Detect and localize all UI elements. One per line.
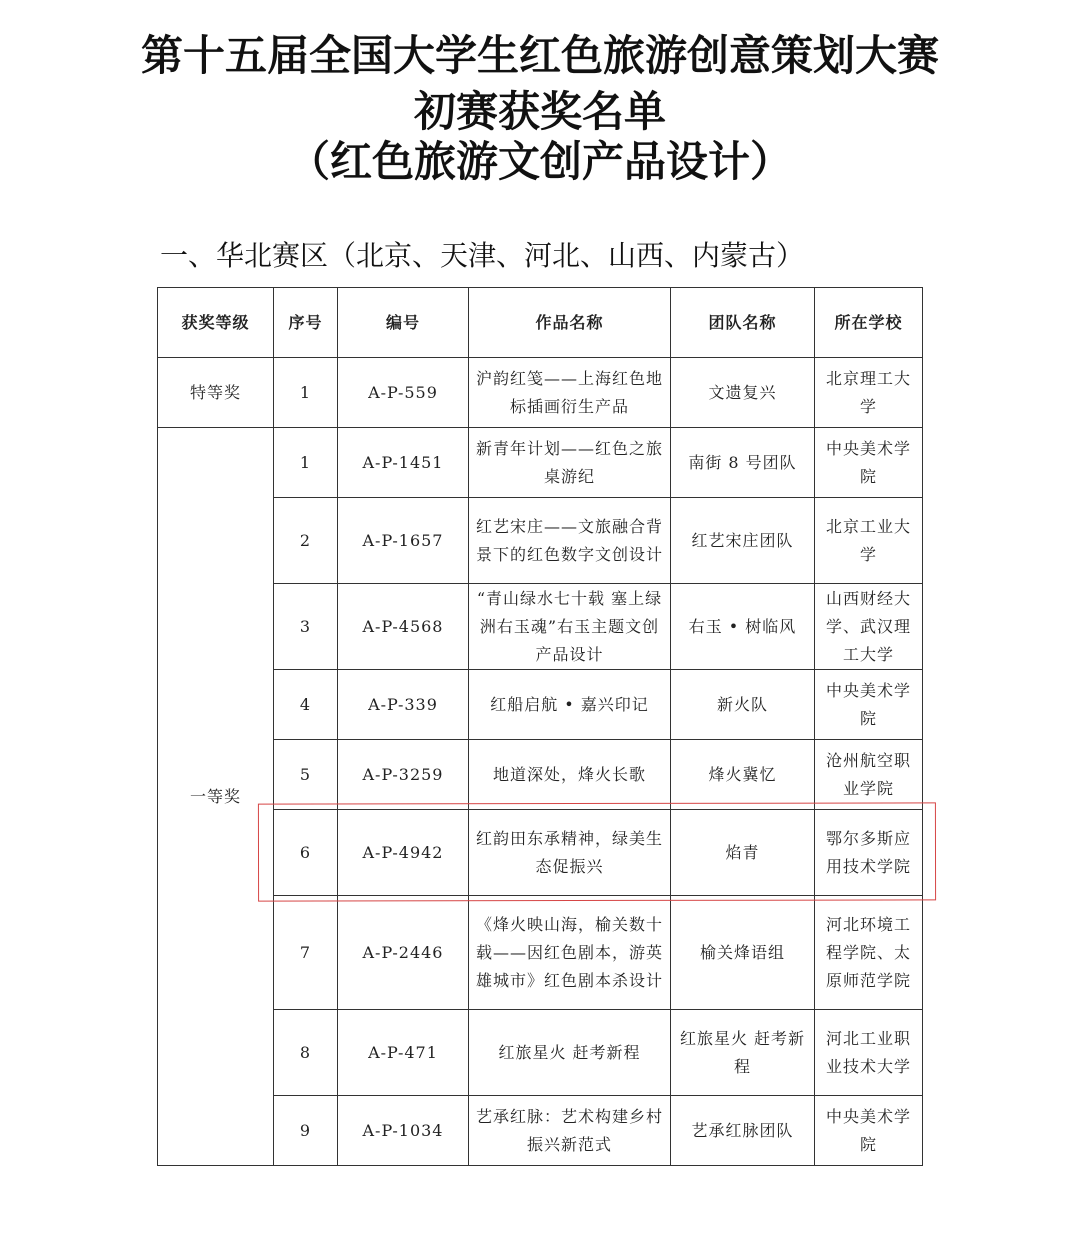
row-team: 焰青: [671, 810, 815, 896]
row-school: 中央美术学院: [815, 670, 923, 740]
row-team: 红艺宋庄团队: [671, 498, 815, 584]
row-no: 1: [274, 428, 338, 498]
row-school: 北京理工大学: [815, 358, 923, 428]
row-code: A-P-1034: [338, 1096, 469, 1166]
row-code: A-P-339: [338, 670, 469, 740]
row-no: 7: [274, 896, 338, 1010]
table-row: [158, 358, 923, 428]
header-work: 作品名称: [469, 288, 671, 358]
row-team: 南街 8 号团队: [671, 428, 815, 498]
table-header-row: [158, 288, 923, 358]
row-work: 《烽火映山海，榆关数十载——因红色剧本，游英雄城市》红色剧本杀设计: [469, 896, 671, 1010]
document-title-line-2: 初赛获奖名单: [413, 87, 666, 136]
section-heading: 一、华北赛区（北京、天津、河北、山西、内蒙古）: [160, 239, 805, 272]
header-code: 编号: [338, 288, 469, 358]
row-team: 烽火冀忆: [671, 740, 815, 810]
row-code: A-P-471: [338, 1010, 469, 1096]
table-row: [158, 428, 923, 498]
row-team: 文遗复兴: [671, 358, 815, 428]
award-level-cell: 特等奖: [158, 358, 274, 428]
row-no: 5: [274, 740, 338, 810]
row-school: 河北工业职业技术大学: [815, 1010, 923, 1096]
row-code: A-P-559: [338, 358, 469, 428]
row-team: 艺承红脉团队: [671, 1096, 815, 1166]
row-school: 山西财经大学、武汉理工大学: [815, 584, 923, 670]
row-code: A-P-4568: [338, 584, 469, 670]
header-no: 序号: [274, 288, 338, 358]
header-level: 获奖等级: [158, 288, 274, 358]
row-school: 鄂尔多斯应用技术学院: [815, 810, 923, 896]
award-table: [157, 287, 923, 1166]
row-code: A-P-1451: [338, 428, 469, 498]
row-code: A-P-3259: [338, 740, 469, 810]
row-work: 地道深处，烽火长歌: [469, 740, 671, 810]
row-team: 新火队: [671, 670, 815, 740]
row-school: 沧州航空职业学院: [815, 740, 923, 810]
row-team: 右玉 • 树临风: [671, 584, 815, 670]
header-team: 团队名称: [671, 288, 815, 358]
award-level-cell: 一等奖: [158, 428, 274, 1166]
row-no: 3: [274, 584, 338, 670]
row-work: 红艺宋庄——文旅融合背景下的红色数字文创设计: [469, 498, 671, 584]
row-no: 1: [274, 358, 338, 428]
row-work: 红韵田东承精神，绿美生态促振兴: [469, 810, 671, 896]
header-school: 所在学校: [815, 288, 923, 358]
document-title-line-3: （红色旅游文创产品设计）: [287, 137, 792, 186]
row-work: 红船启航 • 嘉兴印记: [469, 670, 671, 740]
row-no: 9: [274, 1096, 338, 1166]
row-team: 榆关烽语组: [671, 896, 815, 1010]
row-school: 河北环境工程学院、太原师范学院: [815, 896, 923, 1010]
row-work: 红旅星火 赶考新程: [469, 1010, 671, 1096]
row-no: 8: [274, 1010, 338, 1096]
row-code: A-P-1657: [338, 498, 469, 584]
row-work: 新青年计划——红色之旅桌游纪: [469, 428, 671, 498]
row-code: A-P-4942: [338, 810, 469, 896]
row-school: 中央美术学院: [815, 428, 923, 498]
row-code: A-P-2446: [338, 896, 469, 1010]
row-work: “青山绿水七十载 塞上绿洲右玉魂”右玉主题文创产品设计: [469, 584, 671, 670]
row-work: 沪韵红笺——上海红色地标插画衍生产品: [469, 358, 671, 428]
row-no: 2: [274, 498, 338, 584]
document-title-line-1: 第十五届全国大学生红色旅游创意策划大赛: [140, 31, 939, 80]
row-no: 4: [274, 670, 338, 740]
row-school: 北京工业大学: [815, 498, 923, 584]
row-no: 6: [274, 810, 338, 896]
row-school: 中央美术学院: [815, 1096, 923, 1166]
row-team: 红旅星火 赶考新程: [671, 1010, 815, 1096]
row-work: 艺承红脉：艺术构建乡村振兴新范式: [469, 1096, 671, 1166]
